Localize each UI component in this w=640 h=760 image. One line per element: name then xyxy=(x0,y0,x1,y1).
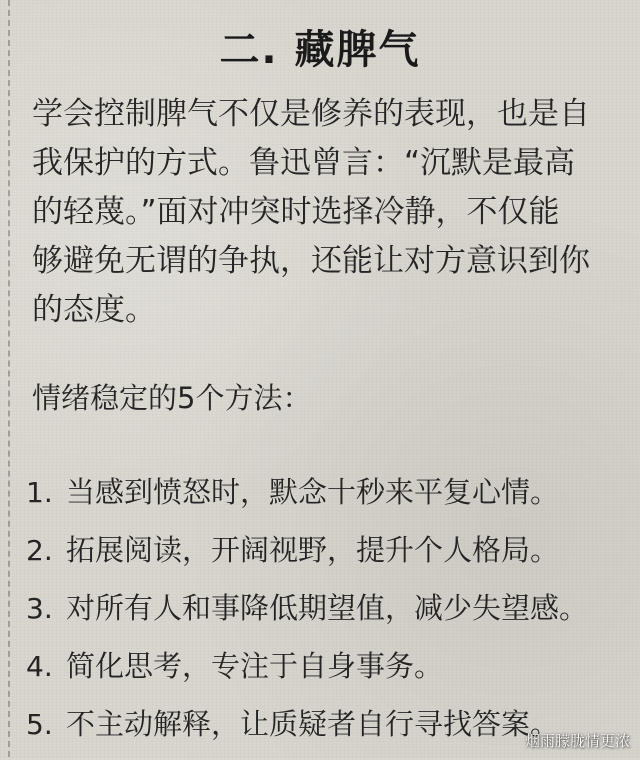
methods-list xyxy=(26,470,636,760)
list-item xyxy=(26,644,636,702)
paragraph-line: 的轻蔑。”面对冲突时选择冷静，不仅能 xyxy=(32,194,560,230)
list-item-text: 当感到愤怒时，默念十秒来平复心情。 xyxy=(66,475,560,509)
list-item-number: 5. xyxy=(26,708,53,741)
list-item-number: 4. xyxy=(26,650,53,683)
paragraph-line: 学会控制脾气不仅是修养的表现，也是自 xyxy=(32,96,590,132)
paragraph-line: 的态度。 xyxy=(32,292,156,328)
list-item xyxy=(26,470,636,528)
list-item-number: 1. xyxy=(26,476,53,509)
list-item-number: 3. xyxy=(26,592,53,625)
list-item-text: 不主动解释，让质疑者自行寻找答案。 xyxy=(66,707,560,741)
page-binding-edge xyxy=(0,0,10,757)
methods-heading: 情绪稳定的5个方法： xyxy=(32,381,312,415)
paragraph-line: 我保护的方式。鲁迅曾言：“沉默是最高 xyxy=(32,145,576,181)
list-item-number: 2. xyxy=(26,534,53,567)
list-item-text: 对所有人和事降低期望值，减少失望感。 xyxy=(66,591,589,625)
list-item-text: 简化思考，专注于自身事务。 xyxy=(66,649,444,683)
paragraph-line: 够避免无谓的争执，还能让对方意识到你 xyxy=(32,243,590,279)
list-item-text: 拓展阅读，开阔视野，提升个人格局。 xyxy=(66,533,560,567)
list-item xyxy=(26,528,636,586)
intro-paragraph xyxy=(32,90,622,335)
watermark: 烟雨朦胧情更浓 xyxy=(524,732,630,750)
list-item xyxy=(26,586,636,644)
section-title: 二. 藏脾气 xyxy=(219,27,421,73)
